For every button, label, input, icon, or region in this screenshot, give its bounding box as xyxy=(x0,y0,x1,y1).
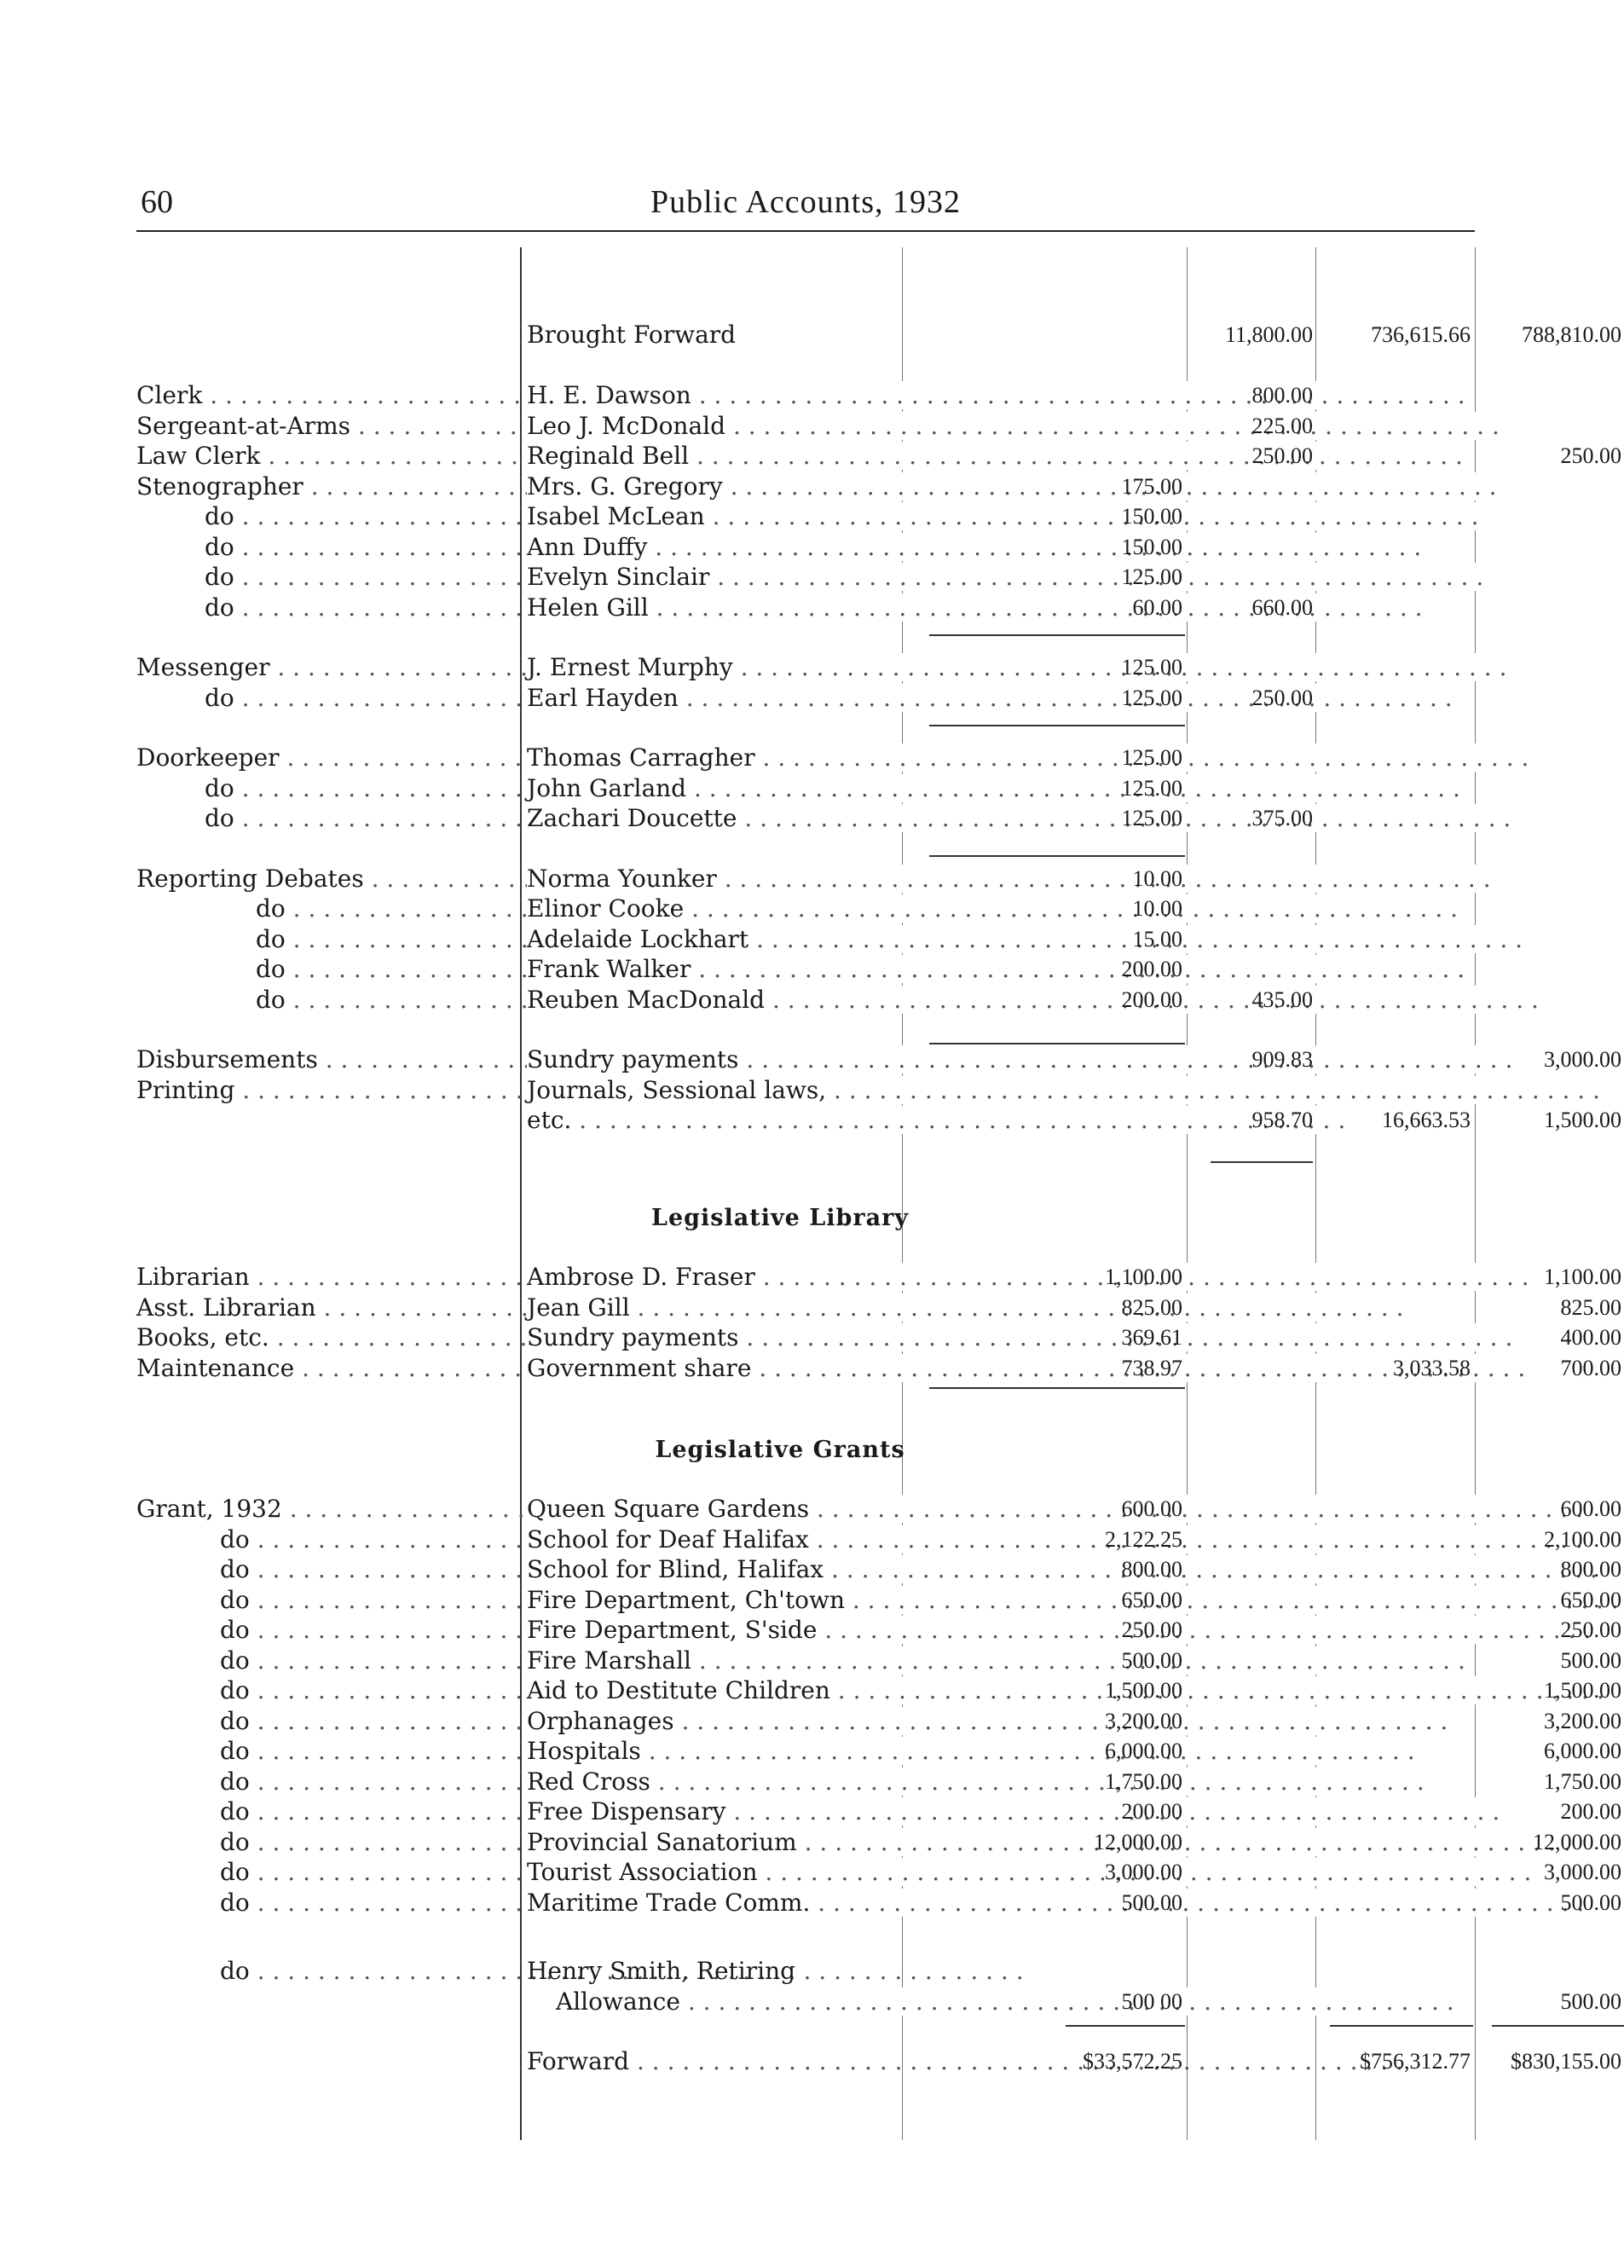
ledger-row xyxy=(136,864,1492,894)
amount-a1: 6,000.00 xyxy=(1105,1739,1182,1763)
amount-a4: 800.00 xyxy=(1560,1557,1621,1582)
amount-a1: 1,500.00 xyxy=(1105,1678,1182,1703)
amount-a4: 500.00 xyxy=(1560,1889,1621,1915)
amount-a4: 1,500.00 xyxy=(1544,1108,1621,1132)
amount-a1: 150.00 xyxy=(1121,534,1182,559)
ledger-row xyxy=(136,380,1492,411)
amount-a1: 125.00 xyxy=(1121,655,1182,680)
line-description: do . . . xyxy=(136,985,494,1015)
payee-name: Sundry payments . . . xyxy=(527,1323,1517,1351)
amount-a4: 250.00 xyxy=(1560,1617,1621,1642)
line-description: do . . . xyxy=(136,1706,494,1737)
ledger-row xyxy=(136,1615,1621,1646)
amount-a4: 1,500.00 xyxy=(1544,1678,1621,1703)
ledger-row xyxy=(136,1293,1621,1323)
amount-a4: 2,100.00 xyxy=(1544,1526,1621,1552)
ledger-row xyxy=(136,501,1492,532)
ledger-row xyxy=(136,924,1492,955)
ledger-row xyxy=(136,803,1492,834)
amount-a1: 125.00 xyxy=(1121,806,1182,830)
ledger-row xyxy=(136,773,1492,804)
amount-a1: 600.00 xyxy=(1121,1496,1182,1521)
payee-name: Adelaide Lockhart . . . xyxy=(527,925,1528,953)
amount-a1: 125.00 xyxy=(1121,685,1182,710)
amount-a1: 500.00 xyxy=(1121,1647,1182,1673)
amount-a2: 250.00 xyxy=(1251,685,1313,710)
payee-name: School for Blind, Halifax . . . xyxy=(527,1555,1603,1583)
brought-forward-row xyxy=(136,320,1621,350)
line-description: do . . . xyxy=(136,1827,494,1858)
forward-a3: $756,312.77 xyxy=(1360,2049,1471,2074)
line-description: do . . . xyxy=(136,1615,494,1646)
subtotal-rule xyxy=(929,725,1185,726)
ledger-row xyxy=(136,1525,1621,1555)
amount-a4: 1,750.00 xyxy=(1544,1768,1621,1794)
ledger-row xyxy=(136,1888,1621,1918)
amount-a1: 738.97 xyxy=(1121,1355,1182,1380)
brought-forward-col3: 736,615.66 xyxy=(1371,322,1471,347)
line-description: do . . . xyxy=(136,532,494,563)
line-description: do . . . xyxy=(136,1585,494,1616)
payee-name: J. Ernest Murphy . . . xyxy=(527,653,1512,681)
amount-a1: 10.00 xyxy=(1132,896,1182,921)
amount-a2: 375.00 xyxy=(1251,806,1313,830)
payee-name: Hospitals . . . xyxy=(527,1737,1420,1765)
line-description: Stenographer . . . xyxy=(136,472,494,502)
line-description: do . . . xyxy=(136,1525,494,1555)
amount-a4: 825.00 xyxy=(1560,1294,1621,1320)
line-description: do . . . xyxy=(136,683,494,714)
payee-name: Henry Smith, Retiring xyxy=(527,1957,796,1985)
line-description: do . . . xyxy=(136,1646,494,1676)
ledger-row xyxy=(136,1105,1621,1136)
ledger-row xyxy=(136,441,1621,472)
line-description: Reporting Debates . . . xyxy=(136,864,494,894)
ledger-row xyxy=(136,954,1492,985)
amount-a3: 3,033.58 xyxy=(1393,1355,1471,1380)
amount-a1: 125.00 xyxy=(1121,564,1182,589)
amount-a4: 12,000.00 xyxy=(1533,1829,1621,1854)
line-description: do . . . xyxy=(136,1888,494,1918)
amount-a1: 175.00 xyxy=(1121,473,1182,499)
amount-a1: 825.00 xyxy=(1121,1294,1182,1320)
payee-name: Journals, Sessional laws, . . . xyxy=(527,1076,1605,1104)
retiring-row xyxy=(136,1956,1492,1987)
grants-heading: Legislative Grants xyxy=(655,1437,905,1463)
line-description: do . . . xyxy=(136,924,494,955)
line-description: Printing . . . xyxy=(136,1075,494,1106)
payee-name: Reuben MacDonald . . . xyxy=(527,986,1544,1014)
payee-name: Queen Square Gardens . . . xyxy=(527,1495,1588,1523)
subtotal-rule xyxy=(1211,1161,1313,1163)
amount-a4: 700.00 xyxy=(1560,1355,1621,1380)
ledger-row xyxy=(136,1322,1621,1353)
amount-a1: 3,000.00 xyxy=(1105,1860,1182,1884)
line-description: Clerk . . . xyxy=(136,380,494,411)
amount-a4: 200.00 xyxy=(1560,1799,1621,1824)
line-description: Disbursements . . . xyxy=(136,1044,494,1075)
header-rule xyxy=(136,230,1475,232)
line-description: do . . . xyxy=(136,773,494,804)
payee-name: Reginald Bell . . . xyxy=(527,442,1468,470)
line-description: Doorkeeper . . . xyxy=(136,743,494,773)
payee-name: Fire Marshall . . . xyxy=(527,1646,1471,1675)
line-description: do . . . xyxy=(136,1956,494,1987)
payee-name: Ann Duffy . . . xyxy=(527,533,1426,561)
amount-a1: 125.00 xyxy=(1121,775,1182,801)
amount-a4: 600.00 xyxy=(1560,1496,1621,1521)
amount-a1: 125.00 xyxy=(1121,745,1182,770)
payee-name: Elinor Cooke . . . xyxy=(527,894,1463,923)
line-description: do . . . xyxy=(136,1675,494,1706)
payee-name: Ambrose D. Fraser . . . xyxy=(527,1263,1534,1291)
amount-a1: 150.00 xyxy=(1121,504,1182,529)
amount-a1: 200.00 xyxy=(1121,957,1182,981)
line-description: Librarian . . . xyxy=(136,1262,494,1293)
payee-name: Tourist Association . . . xyxy=(527,1858,1536,1886)
amount-a4: 3,000.00 xyxy=(1544,1047,1621,1072)
payee-name: Government share . . . xyxy=(527,1354,1530,1382)
ledger-row xyxy=(136,1353,1621,1384)
brought-forward-col2: 11,800.00 xyxy=(1224,322,1313,347)
amount-a2: 250.00 xyxy=(1251,443,1313,468)
total-rule xyxy=(1066,2025,1185,2027)
retiring-row-2 xyxy=(136,1987,1621,2017)
ledger-row xyxy=(136,593,1492,623)
amount-a1: 1,750.00 xyxy=(1105,1768,1182,1794)
amount-a4: 3,000.00 xyxy=(1544,1860,1621,1884)
amount-a2: 958.70 xyxy=(1251,1108,1313,1132)
ledger-row xyxy=(136,1554,1621,1585)
ledger-row xyxy=(136,532,1492,563)
amount-a1: 500 00 xyxy=(1121,1989,1182,2014)
line-description: do . . . xyxy=(136,1857,494,1888)
amount-a1: 15.00 xyxy=(1132,926,1182,952)
payee-name: Allowance . . . xyxy=(556,1987,1459,2016)
payee-name: Free Dispensary . . . xyxy=(527,1797,1505,1825)
ledger-row xyxy=(136,562,1492,593)
ledger-row xyxy=(136,1075,1492,1106)
amount-a2: 800.00 xyxy=(1251,383,1313,408)
line-description: do . . . xyxy=(136,562,494,593)
amount-a1: 650.00 xyxy=(1121,1587,1182,1612)
total-rule xyxy=(1330,2025,1473,2027)
forward-row xyxy=(136,2046,1621,2077)
amount-a1: 12,000.00 xyxy=(1094,1829,1182,1854)
amount-a1: 200.00 xyxy=(1121,1799,1182,1824)
line-description: Messenger . . . xyxy=(136,652,494,683)
amount-a2: 909.83 xyxy=(1251,1047,1313,1072)
line-description: do . . . xyxy=(136,593,494,623)
line-description: Books, etc. . . . xyxy=(136,1322,494,1353)
ledger-row xyxy=(136,1827,1621,1858)
total-rule xyxy=(1492,2025,1624,2027)
amount-a4: 500.00 xyxy=(1560,1647,1621,1673)
subtotal-rule xyxy=(929,1387,1185,1389)
subtotal-rule xyxy=(929,1043,1185,1044)
forward-label: Forward . . . xyxy=(520,2046,1038,2077)
amount-a4: 650.00 xyxy=(1560,1587,1621,1612)
amount-a1: 250.00 xyxy=(1121,1617,1182,1642)
line-description: Law Clerk . . . xyxy=(136,441,494,472)
line-description: do . . . xyxy=(136,1767,494,1797)
payee-name: School for Deaf Halifax . . . xyxy=(527,1525,1588,1553)
line-description: Grant, 1932 . . . xyxy=(136,1494,494,1525)
ledger-row xyxy=(136,985,1492,1015)
payee-name: Zachari Doucette . . . xyxy=(527,804,1516,832)
amount-a1: 3,200.00 xyxy=(1105,1708,1182,1733)
forward-a1: $33,572.25 xyxy=(1083,2049,1182,2074)
library-heading: Legislative Library xyxy=(651,1205,909,1231)
payee-name: Isabel McLean . . . xyxy=(527,502,1484,530)
ledger-row xyxy=(136,1044,1621,1075)
amount-a1: 1,100.00 xyxy=(1105,1264,1182,1289)
subtotal-rule xyxy=(929,855,1185,857)
payee-name: Frank Walker . . . xyxy=(527,955,1470,983)
amount-a1: 200.00 xyxy=(1121,986,1182,1012)
amount-a1: 2,122.25 xyxy=(1105,1526,1182,1552)
amount-a1: 500.00 xyxy=(1121,1889,1182,1915)
payee-name: John Garland . . . xyxy=(527,774,1465,802)
payee-name: Earl Hayden . . . xyxy=(527,684,1458,712)
ledger-row xyxy=(136,1736,1621,1767)
line-description: Maintenance . . . xyxy=(136,1353,494,1384)
amount-a2: 435.00 xyxy=(1251,986,1313,1012)
line-description: do . . . xyxy=(136,1554,494,1585)
amount-a1: 60.00 xyxy=(1132,594,1182,620)
amount-a1: 369.61 xyxy=(1121,1325,1182,1350)
amount-a4: 500.00 xyxy=(1560,1989,1621,2014)
brought-forward-col4: 788,810.00 xyxy=(1522,322,1621,347)
payee-name: Norma Younker . . . xyxy=(527,865,1496,893)
payee-name: Orphanages . . . xyxy=(527,1707,1453,1735)
page-number: 60 xyxy=(141,184,173,220)
payee-name: Sundry payments . . . xyxy=(527,1045,1517,1073)
ledger-table xyxy=(136,247,1621,2140)
ledger-row xyxy=(136,1646,1621,1676)
ledger-row xyxy=(136,652,1492,683)
ledger-row xyxy=(136,1796,1621,1827)
line-description: do . . . xyxy=(136,894,494,924)
payee-name: Leo J. McDonald . . . xyxy=(527,412,1505,440)
line-description: do . . . xyxy=(136,1796,494,1827)
payee-name: etc. . . . xyxy=(527,1106,1350,1134)
payee-name: Mrs. G. Gregory . . . xyxy=(527,472,1502,500)
ledger-row xyxy=(136,1857,1621,1888)
amount-a1: 800.00 xyxy=(1121,1557,1182,1582)
amount-a4: 3,200.00 xyxy=(1544,1708,1621,1733)
page-header xyxy=(136,183,1475,234)
payee-name: Aid to Destitute Children . . . xyxy=(527,1676,1610,1704)
payee-name: Provincial Sanatorium . . . xyxy=(527,1828,1576,1856)
payee-name: Helen Gill . . . xyxy=(527,593,1428,622)
amount-a2: 660.00 xyxy=(1251,594,1313,620)
forward-a4: $830,155.00 xyxy=(1511,2049,1621,2074)
ledger-row xyxy=(136,894,1492,924)
payee-name: Red Cross . . . xyxy=(527,1768,1430,1796)
ledger-row xyxy=(136,1767,1621,1797)
payee-name: Maritime Trade Comm. . . . xyxy=(527,1889,1589,1917)
amount-a4: 250.00 xyxy=(1560,443,1621,468)
payee-name: Evelyn Sinclair . . . xyxy=(527,563,1488,591)
payee-name: Thomas Carragher . . . xyxy=(527,743,1534,772)
ledger-row xyxy=(136,743,1492,773)
ledger-row xyxy=(136,411,1492,442)
amount-a3: 16,663.53 xyxy=(1382,1108,1471,1132)
payee-name: Jean Gill . . . xyxy=(527,1293,1409,1322)
amount-a1: 10.00 xyxy=(1132,865,1182,891)
payee-name: Fire Department, Ch'town . . . xyxy=(527,1586,1624,1614)
amount-a2: 225.00 xyxy=(1251,413,1313,438)
line-description: Asst. Librarian . . . xyxy=(136,1293,494,1323)
brought-forward-label: Brought Forward xyxy=(527,321,741,349)
page-title: Public Accounts, 1932 xyxy=(650,184,962,220)
ledger-row xyxy=(136,1675,1621,1706)
ledger-row xyxy=(136,683,1492,714)
line-description: do . . . xyxy=(136,1736,494,1767)
payee-name: Fire Department, S'side . . . xyxy=(527,1616,1596,1644)
line-description: do . . . xyxy=(136,954,494,985)
subtotal-rule xyxy=(929,634,1185,636)
amount-a4: 400.00 xyxy=(1560,1325,1621,1350)
payee-name: H. E. Dawson . . . xyxy=(527,381,1471,409)
ledger-row xyxy=(136,1585,1621,1616)
line-description: do . . . xyxy=(136,501,494,532)
ledger-row xyxy=(136,1262,1621,1293)
line-description: do . . . xyxy=(136,803,494,834)
amount-a4: 6,000.00 xyxy=(1544,1739,1621,1763)
ledger-row xyxy=(136,472,1492,502)
amount-a4: 1,100.00 xyxy=(1544,1264,1621,1289)
line-description: Sergeant-at-Arms . . . xyxy=(136,411,494,442)
ledger-row xyxy=(136,1706,1621,1737)
ledger-row xyxy=(136,1494,1621,1525)
